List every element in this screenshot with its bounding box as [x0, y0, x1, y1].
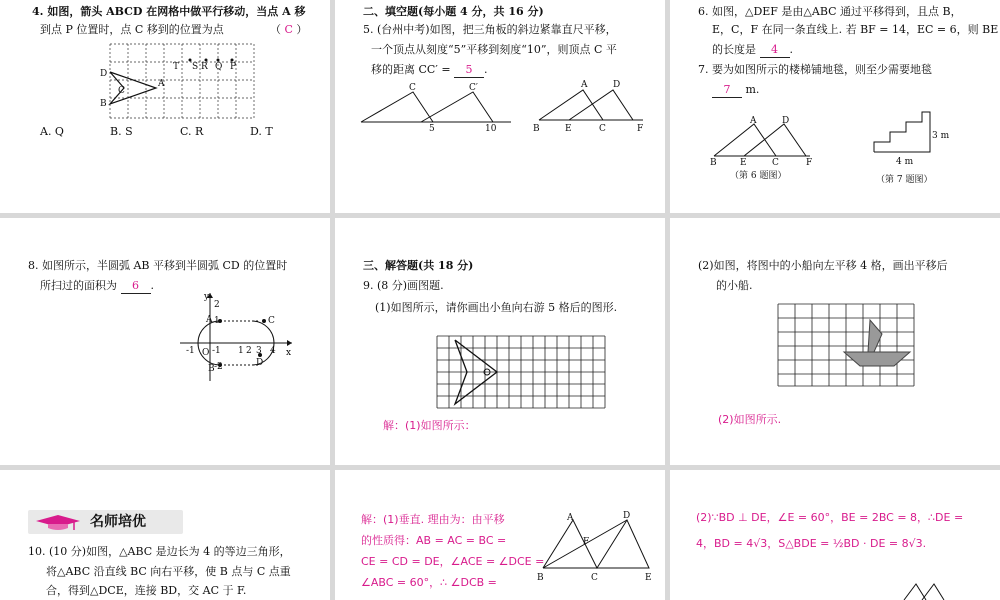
- svg-text:-1: -1: [186, 346, 195, 356]
- q4-option-a: A. Q: [40, 125, 64, 138]
- q9-line-1: 9. (8 分)画图题.: [363, 279, 444, 292]
- svg-text:E: E: [565, 124, 572, 134]
- svg-text:2: 2: [214, 300, 220, 310]
- q6-answer: 4: [760, 43, 790, 58]
- svg-text:5: 5: [429, 124, 435, 134]
- svg-text:B: B: [208, 364, 215, 374]
- svg-text:C: C: [772, 158, 779, 168]
- section-fill-blank: 二、填空题(每小题 4 分，共 16 分): [363, 5, 544, 18]
- svg-text:-2: -2: [214, 362, 223, 372]
- sol10-triangle-figure: [537, 512, 657, 582]
- q8-line-2: 所扫过的面积为 6 .: [40, 279, 154, 292]
- question-10-panel: [0, 470, 330, 600]
- q6-line-1: 6. 如图，△DEF 是由△ABC 通过平移得到，且点 B，: [698, 5, 962, 18]
- sol10b-line-2: 4，BD = 4√3，S△BDE = ½BD · DE = 8√3.: [696, 537, 927, 550]
- svg-text:S: S: [192, 62, 199, 72]
- question-9-panel: [335, 218, 665, 465]
- svg-text:C′: C′: [469, 83, 478, 93]
- svg-text:O: O: [202, 348, 210, 358]
- q5-line-1: 5. (台州中考)如图，把三角板的斜边紧靠直尺平移，: [363, 23, 617, 36]
- svg-text:2: 2: [246, 346, 252, 356]
- svg-text:10: 10: [485, 124, 497, 134]
- q6-triangles-figure: [710, 118, 820, 168]
- q4-text-2: 到点 P 位置时，点 C 移到的位置为点: [40, 23, 224, 36]
- svg-text:D: D: [623, 511, 631, 521]
- graduation-cap-icon: [34, 513, 82, 531]
- svg-text:A: A: [206, 315, 213, 325]
- svg-text:F: F: [806, 158, 813, 168]
- q9b-solution: (2)如图所示.: [718, 413, 782, 426]
- question-5-panel: [335, 0, 665, 213]
- svg-text:E: E: [740, 158, 747, 168]
- q9-line-2: (1)如图所示，请你画出小鱼向右游 5 格后的图形.: [375, 301, 618, 314]
- q5-answer: 5: [454, 63, 484, 78]
- q6-line-2: E，C，F 在同一条直线上. 若 BF = 14，EC = 6，则 BE: [712, 23, 999, 36]
- q9-fish-grid: [437, 336, 607, 411]
- svg-text:A: A: [750, 116, 757, 126]
- svg-text:T: T: [173, 62, 180, 72]
- sol10b-partial-figure: [900, 580, 960, 600]
- q4-option-c: C. R: [180, 125, 204, 138]
- svg-text:4: 4: [270, 346, 276, 356]
- svg-text:D: D: [613, 80, 621, 90]
- question-8-panel: [0, 218, 330, 465]
- question-6-7-panel: [670, 0, 1000, 213]
- section-solutions: 三、解答题(共 18 分): [363, 259, 474, 272]
- svg-text:x: x: [286, 348, 292, 358]
- svg-text:3: 3: [256, 346, 262, 356]
- svg-text:1: 1: [238, 346, 244, 356]
- q7-line-2: 7 m.: [712, 80, 759, 100]
- q8-answer: 6: [121, 279, 151, 294]
- svg-text:1: 1: [214, 316, 220, 326]
- svg-text:y: y: [204, 292, 210, 302]
- q4-option-d: D. T: [250, 125, 273, 138]
- solution-10b-panel: [670, 470, 1000, 600]
- q10-line-1: 10. (10 分)如图，△ABC 是边长为 4 的等边三角形，: [28, 545, 291, 558]
- svg-text:4 m: 4 m: [896, 157, 914, 167]
- svg-text:Q: Q: [215, 62, 223, 72]
- question-4-panel: [0, 0, 330, 213]
- solution-10-panel: [335, 470, 665, 600]
- q4-answer: （ C ）: [270, 23, 308, 36]
- q8-coordinate-figure: [180, 293, 300, 383]
- svg-text:F: F: [637, 124, 644, 134]
- q5-ruler-figure: [361, 82, 511, 132]
- svg-text:B: B: [100, 99, 107, 109]
- q4-option-b: B. S: [110, 125, 133, 138]
- q6-line-3: 的长度是 4 .: [712, 43, 793, 56]
- svg-text:B: B: [533, 124, 540, 134]
- banner-title: 名师培优: [90, 514, 146, 530]
- q9b-boat-grid: [778, 304, 918, 388]
- q7-line-1: 7. 要为如图所示的楼梯铺地毯，则至少需要地毯: [698, 63, 932, 76]
- sol10-line-4: ∠ABC = 60°，∴ ∠DCB =: [361, 576, 497, 589]
- q10-line-3: 合，得到△DCE，连接 BD，交 AC 于 F.: [46, 584, 247, 597]
- sol10-line-3: CE = CD = DE，∠ACE = ∠DCE =: [361, 555, 545, 568]
- q4-text-1: 4. 如图，箭头 ABCD 在网格中做平行移动，当点 A 移: [32, 5, 306, 18]
- svg-text:C: C: [118, 86, 125, 96]
- svg-text:P: P: [230, 62, 237, 72]
- sol10-line-1: 解：(1)垂直. 理由为：由平移: [361, 513, 505, 526]
- q9-solution: 解：(1)如图所示：: [383, 419, 476, 432]
- svg-text:E: E: [645, 573, 652, 583]
- svg-text:R: R: [201, 62, 208, 72]
- svg-text:A: A: [581, 80, 588, 90]
- q6-caption: （第 6 题图）: [730, 171, 787, 181]
- q8-line-1: 8. 如图所示，半圆弧 AB 平移到半圆弧 CD 的位置时: [28, 259, 288, 272]
- svg-text:B: B: [710, 158, 717, 168]
- q5-line-2: 一个顶点从刻度“5”平移到刻度“10”，则顶点 C 平: [371, 43, 617, 56]
- q9b-line-2: 的小船.: [716, 279, 753, 292]
- svg-text:C: C: [591, 573, 598, 583]
- q7-answer: 7: [712, 83, 742, 98]
- svg-text:B: B: [537, 573, 544, 583]
- sol10b-line-1: (2)∵BD ⊥ DE，∠E = 60°，BE = 2BC = 8，∴DE =: [696, 511, 964, 524]
- svg-text:3 m: 3 m: [932, 131, 950, 141]
- q5-line-3: 移的距离 CC′ = 5 .: [371, 63, 488, 76]
- svg-text:C: C: [268, 316, 275, 326]
- question-9b-panel: [670, 218, 1000, 465]
- q10-line-2: 将△ABC 沿直线 BC 向右平移，使 B 点与 C 点重: [46, 565, 291, 578]
- svg-text:F: F: [583, 537, 590, 547]
- q7-caption: （第 7 题图）: [876, 175, 933, 185]
- q7-stairs-figure: [870, 108, 950, 168]
- sol10-line-2: 的性质得：AB = AC = BC =: [361, 534, 507, 547]
- svg-text:D: D: [256, 358, 264, 368]
- teacher-banner: [28, 510, 183, 534]
- q4-grid-figure: [100, 42, 270, 122]
- svg-text:C: C: [599, 124, 606, 134]
- svg-text:D: D: [100, 69, 108, 79]
- svg-text:A: A: [158, 79, 165, 89]
- svg-text:D: D: [782, 116, 790, 126]
- svg-text:C: C: [409, 83, 416, 93]
- svg-text:-1: -1: [212, 346, 221, 356]
- q9b-line-1: (2)如图，将图中的小船向左平移 4 格，画出平移后: [698, 259, 948, 272]
- q5-triangles-figure: [531, 80, 651, 134]
- svg-text:A: A: [567, 513, 574, 523]
